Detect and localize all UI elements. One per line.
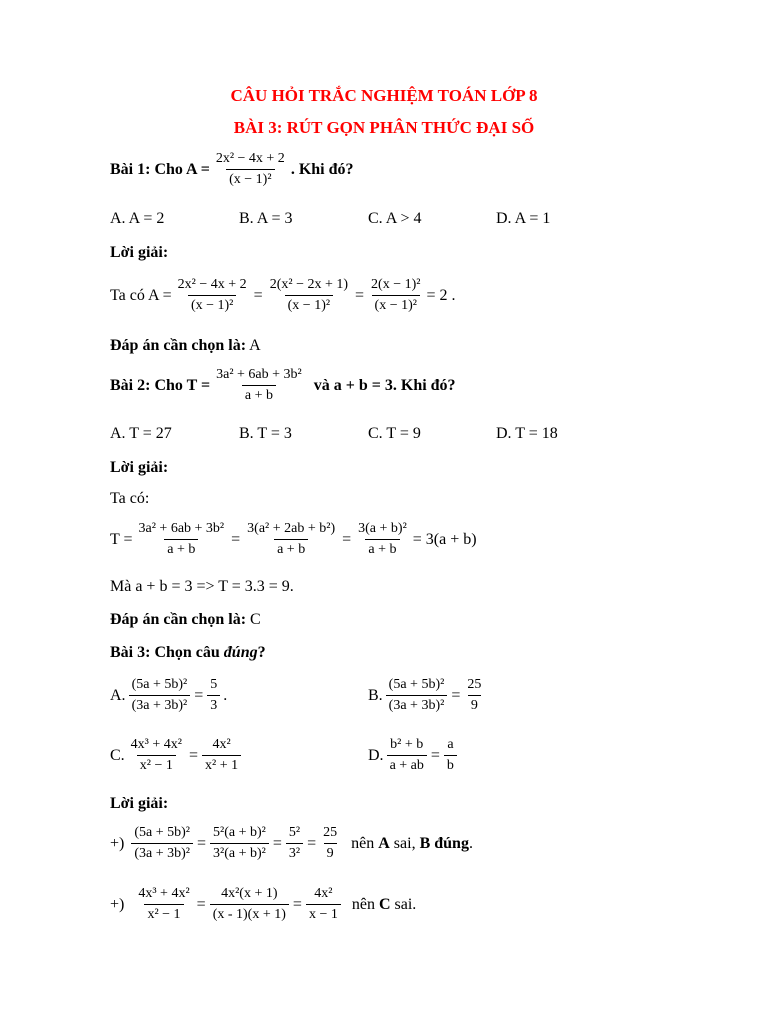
fraction-numerator: 4x³ + 4x² <box>130 737 182 752</box>
q3-solution-label: Lời giải: <box>110 795 169 812</box>
fraction-denominator: a + b <box>242 385 276 403</box>
fraction-numerator: (5a + 5b)² <box>388 677 445 692</box>
sol-fraction-3 <box>368 278 423 313</box>
step-text: nên <box>351 834 375 852</box>
question-1-prefix: Bài 1: Cho A = <box>110 160 210 178</box>
question-2-fraction <box>213 368 305 403</box>
answer-label: Đáp án cần chọn là: <box>110 337 247 354</box>
answer-value: A <box>249 337 261 354</box>
step-marker: +) <box>110 895 125 913</box>
fraction-denominator: 3² <box>286 843 303 861</box>
fraction-numerator: a <box>447 737 454 752</box>
step-bold-b: B đúng <box>419 834 469 852</box>
step-fraction-3 <box>306 887 341 922</box>
q3-solution-step-1: +) $\frac{\text{(5a + 5b)²}}{\text{(3a + 3b)²}}$ = $\frac{\text{5²(a + b)²}}{\text{3²(a + b)²}}$ = $\frac{\text{5²}}{\text{3²}}$ = $\frac{25}{9}$ nên A sai, B đúng . <box>110 825 473 861</box>
q3-option-a: A. $\frac{\text{(5a + 5b)²}}{\text{(3a + 3b)²}}$ = $\frac{5}{3}$ . <box>110 677 228 713</box>
fraction-denominator: x² − 1 <box>137 755 176 773</box>
question-1-fraction <box>213 152 288 187</box>
step-text: sai. <box>394 895 417 913</box>
fraction-numerator: 4x²(x + 1) <box>221 886 278 901</box>
fraction-denominator: 9 <box>324 843 337 861</box>
fraction-denominator: a + b <box>164 539 198 557</box>
question-3 <box>110 644 266 662</box>
question-3-suffix: ? <box>257 644 266 661</box>
option-label: B. <box>368 686 383 704</box>
answer-label: Đáp án cần chọn là: <box>110 611 247 628</box>
document-title: CÂU HỎI TRẮC NGHIỆM TOÁN LỚP 8 <box>230 86 538 105</box>
fraction-numerator: 4x³ + 4x² <box>138 886 190 901</box>
step-marker: +) <box>110 834 125 852</box>
fraction-denominator: a + ab <box>387 755 427 773</box>
sol-prefix: T = <box>110 530 133 548</box>
sol-result: = 2 . <box>426 286 456 304</box>
fraction-numerator: 4x² <box>212 737 231 752</box>
option-fraction-1 <box>128 738 185 773</box>
fraction-denominator: (3a + 3b)² <box>129 695 191 713</box>
sol-fraction-1 <box>175 278 250 313</box>
fraction-numerator: 3(a² + 2ab + b²) <box>247 521 336 536</box>
fraction-denominator: 9 <box>468 695 481 713</box>
fraction-numerator: 2x² − 4x + 2 <box>215 151 285 166</box>
sol-prefix: Ta có A = <box>110 286 172 304</box>
step-fraction-1 <box>131 826 193 861</box>
fraction-denominator: 3²(a + b)² <box>210 843 269 861</box>
q2-option-d: D. T = 18 <box>496 425 558 442</box>
fraction-denominator: x² − 1 <box>144 904 183 922</box>
question-1 <box>110 152 354 187</box>
q1-answer <box>110 337 261 355</box>
step-fraction-2 <box>210 887 289 922</box>
q2-option-b: B. T = 3 <box>239 425 292 442</box>
option-end: . <box>223 686 228 704</box>
fraction-numerator: 3(a + b)² <box>358 521 407 536</box>
sol-fraction-1 <box>136 522 228 557</box>
fraction-numerator: 5² <box>288 825 301 840</box>
option-fraction-1 <box>387 738 427 773</box>
option-label: C. <box>110 746 125 764</box>
sol-fraction-3 <box>355 522 410 557</box>
fraction-numerator: 3a² + 6ab + 3b² <box>138 521 225 536</box>
q1-option-c: C. A > 4 <box>368 210 422 227</box>
q3-option-b: B. $\frac{\text{(5a + 5b)²}}{\text{(3a + 3b)²}}$ = $\frac{25}{9}$ <box>368 678 487 713</box>
step-fraction-1 <box>135 887 192 922</box>
fraction-denominator: (x − 1)² <box>285 295 333 313</box>
fraction-denominator: (x − 1)² <box>372 295 420 313</box>
fraction-denominator: x − 1 <box>306 904 341 922</box>
q3-option-c: C. $\frac{\text{4x³ + 4x²}}{\text{x² − 1}}$ = $\frac{\text{4x²}}{\text{x² + 1}}$ <box>110 738 244 773</box>
fraction-numerator: (5a + 5b)² <box>131 677 188 692</box>
q3-solution-step-2: +) $\frac{\text{4x³ + 4x²}}{\text{x² − 1}}$ = $\frac{\text{4x²(x + 1)}}{(x - 1)(x + 1)}$ = $\frac{\text{4x²}}{x - 1}$ nên C sai. <box>110 886 417 922</box>
option-fraction-1 <box>386 678 448 713</box>
q3-option-d: D. $\frac{\text{b² + b}}{a + ab}$ = $\frac{a}{b}$ <box>368 738 460 773</box>
q2-ta-co: Ta có: <box>110 490 150 507</box>
option-label: A. <box>110 686 126 704</box>
step-text: . <box>468 834 473 852</box>
fraction-numerator: 25 <box>467 677 482 692</box>
lesson-title: BÀI 3: RÚT GỌN PHÂN THỨC ĐẠI SỐ <box>233 118 535 137</box>
fraction-numerator: 5 <box>210 677 218 692</box>
fraction-denominator: a + b <box>365 539 399 557</box>
sol-fraction-2 <box>244 522 338 557</box>
step-text: sai, <box>393 834 416 852</box>
q2-solution-equation: T = $\frac{\text{3a² + 6ab + 3b²}}{a + b}$ = $\frac{\text{3(a² + 2ab + b²)}}{a + b}$ = $\frac{\text{3(a + b)²}}{a + b}$ = 3(a + b) <box>110 521 477 557</box>
question-2-prefix: Bài 2: Cho T = <box>110 376 211 394</box>
step-fraction-4 <box>320 826 340 861</box>
fraction-numerator: 5²(a + b)² <box>213 825 266 840</box>
q1-solution-label: Lời giải: <box>110 244 169 261</box>
fraction-denominator: a + b <box>274 539 308 557</box>
q1-option-a: A. A = 2 <box>110 210 165 227</box>
step-fraction-2 <box>210 826 269 861</box>
fraction-numerator: 2x² − 4x + 2 <box>177 277 247 292</box>
option-fraction-2 <box>202 738 241 773</box>
q2-option-c: C. T = 9 <box>368 425 421 442</box>
step-bold-c: C <box>378 895 391 913</box>
fraction-numerator: 2(x² − 2x + 1) <box>269 277 349 292</box>
q1-solution-equation: Ta có A = $\frac{\text{2x² − 4x + 2}}{\text{(x − 1)²}}$ = $\frac{\text{2(x² − 2x + 1)}}{\text{(x − 1)²}}$ = $\frac{\text{2(x − 1)²}}{\text{(x − 1)²}}$ = 2 . <box>110 277 456 313</box>
option-fraction-1 <box>129 678 191 713</box>
fraction-denominator: (3a + 3b)² <box>386 695 448 713</box>
step-fraction-3 <box>286 826 303 861</box>
fraction-denominator: (x − 1)² <box>188 295 236 313</box>
fraction-denominator: x² + 1 <box>202 755 241 773</box>
question-2 <box>110 368 456 403</box>
fraction-numerator: 25 <box>323 825 338 840</box>
question-3-prefix: Bài 3: Chọn câu <box>110 644 220 661</box>
question-2-suffix: và a + b = 3. Khi đó? <box>313 376 456 394</box>
option-fraction-2 <box>444 738 457 773</box>
q1-option-d: D. A = 1 <box>496 210 551 227</box>
fraction-denominator: 3 <box>207 695 220 713</box>
option-fraction-2 <box>464 678 484 713</box>
option-fraction-2 <box>207 678 220 713</box>
sol-fraction-2 <box>267 278 351 313</box>
answer-value: C <box>250 611 261 628</box>
q2-option-a: A. T = 27 <box>110 425 172 442</box>
option-label: D. <box>368 746 384 764</box>
question-3-emphasis: đúng <box>223 644 258 661</box>
q2-answer <box>110 611 261 629</box>
fraction-denominator: (3a + 3b)² <box>131 843 193 861</box>
sol-result: = 3(a + b) <box>412 530 477 548</box>
question-1-suffix: . Khi đó? <box>290 160 354 178</box>
fraction-numerator: 2(x − 1)² <box>371 277 421 292</box>
fraction-numerator: 3a² + 6ab + 3b² <box>216 367 302 382</box>
step-bold-a: A <box>378 834 390 852</box>
step-text: nên <box>351 895 375 913</box>
fraction-denominator: (x - 1)(x + 1) <box>210 904 289 922</box>
fraction-numerator: (5a + 5b)² <box>134 825 190 840</box>
q1-option-b: B. A = 3 <box>239 210 293 227</box>
q2-conclusion: Mà a + b = 3 => T = 3.3 = 9. <box>110 578 294 595</box>
fraction-denominator: (x − 1)² <box>226 169 274 187</box>
fraction-denominator: b <box>444 755 457 773</box>
q2-solution-label: Lời giải: <box>110 459 169 476</box>
fraction-numerator: 4x² <box>314 886 333 901</box>
fraction-numerator: b² + b <box>390 737 424 752</box>
